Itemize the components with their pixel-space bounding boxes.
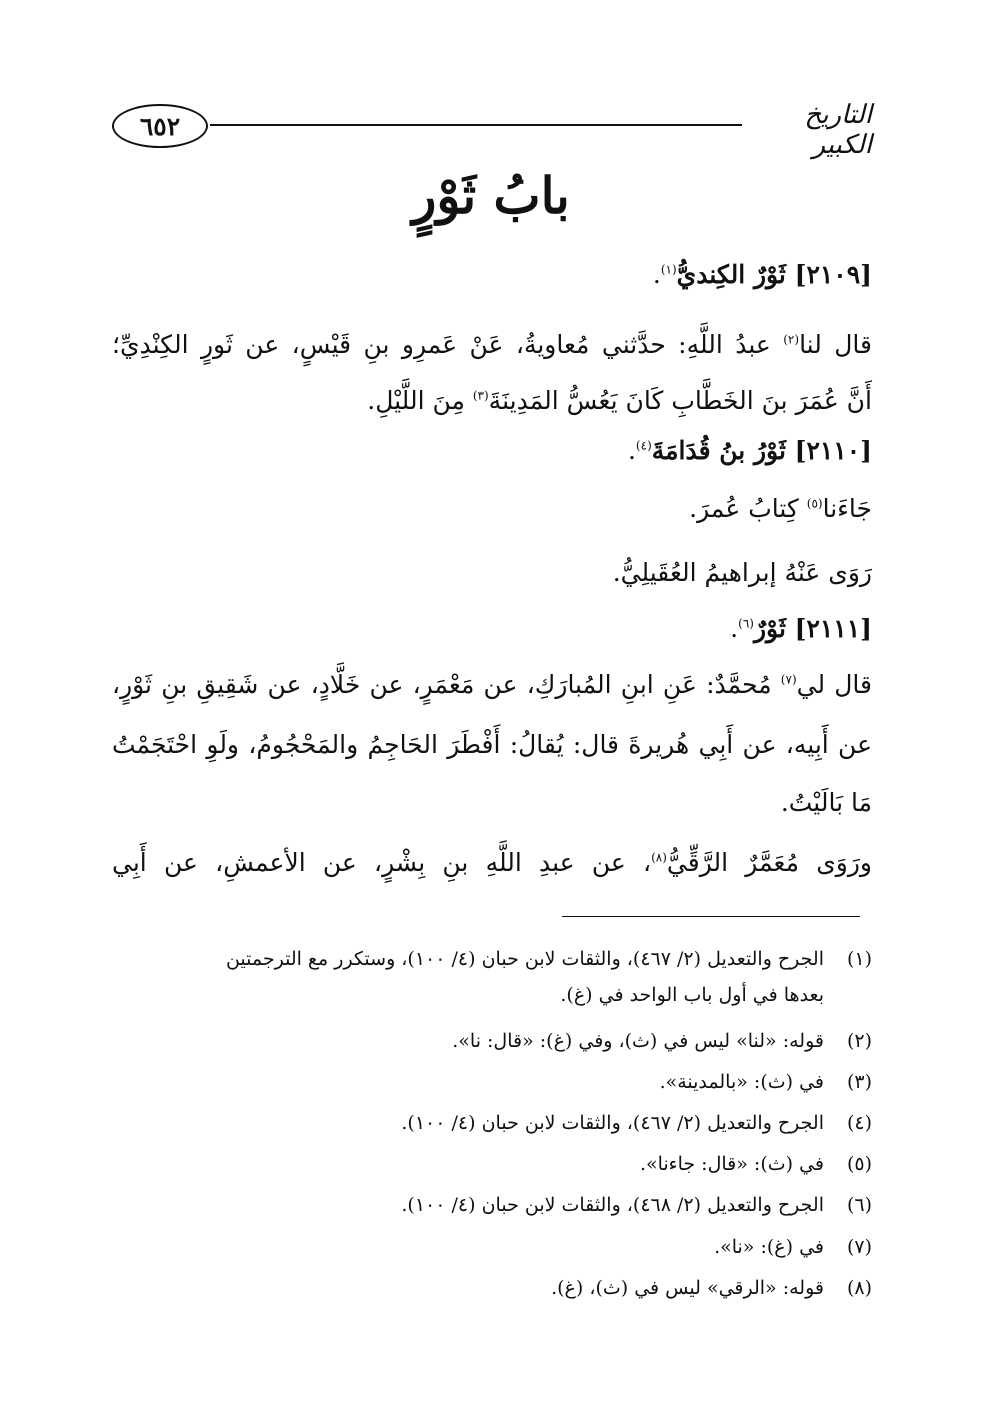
footnote-text: في (غ): «نا».: [714, 1236, 824, 1258]
entry-2111: [730, 614, 872, 643]
footnote-ref: (٢): [783, 332, 800, 347]
text-span: ورَوَى مُعَمَّرٌ الرَّقِّيُّ: [666, 848, 872, 877]
text-span: أَنَّ عُمَرَ بنَ الخَطَّابِ كَانَ يَعُسُّ المَدِينَةَ: [488, 386, 872, 415]
entry-2110: [628, 436, 872, 465]
page-number: ٦٥٢: [112, 104, 208, 148]
footnote-ref: (٣): [472, 388, 489, 403]
text-span: مِنَ اللَّيْلِ.: [367, 386, 473, 415]
header-rule: [210, 124, 742, 126]
text-line: [112, 848, 872, 877]
text-span: ، عن عبدِ اللَّهِ بنِ بِشْرٍ، عن الأعمشِ، عن أَبِي: [112, 848, 652, 877]
entry-heading-tail: .: [652, 260, 661, 289]
text-span: رَوَى عَنْهُ إبراهيمُ العُقَيلِيُّ.: [612, 558, 872, 587]
running-header: [112, 100, 872, 160]
footnote: [551, 1277, 872, 1299]
running-title: التاريخ الكبير: [804, 100, 872, 160]
text-line: [613, 558, 872, 587]
footnote-text: قوله: «الرقي» ليس في (ث)، (غ).: [551, 1277, 824, 1299]
footnote-continuation: [560, 984, 872, 1006]
entry-heading-tail: .: [627, 436, 636, 465]
footnote-number: (٦): [846, 1194, 872, 1216]
text-span: عن أَبِيه، عن أَبِي هُريرةَ قال: يُقالُ: أَفْطَرَ الحَاجِمُ والمَحْجُومُ، ولَوِ احْتَجَمْتُ: [112, 730, 872, 759]
footnote-number: (٧): [846, 1236, 872, 1258]
text-span: جَاءَنا: [822, 494, 872, 523]
text-span: قال لي: [796, 670, 873, 699]
text-span: عبدُ اللَّهِ: حدَّثني مُعاويةُ، عَنْ عَمرِو بنِ قَيْسٍ، عن ثَورٍ الكِنْدِيِّ؛: [112, 330, 784, 359]
text-span: مَا بَالَيْتُ.: [780, 788, 872, 817]
footnote-text: في (ث): «بالمدينة».: [659, 1071, 824, 1093]
entry-2109: [653, 260, 872, 289]
text-line: [689, 494, 872, 523]
footnote-ref: (٥): [806, 496, 823, 511]
footnote-number: (٣): [846, 1071, 872, 1093]
footnote: [640, 1153, 872, 1175]
footnote-number: (٢): [846, 1030, 872, 1052]
footnote: [660, 1071, 872, 1093]
footnote-number: (٥): [846, 1153, 872, 1175]
entry-heading: [٢١١٠] ثَوْرُ بنُ قُدَامَةَ: [651, 436, 872, 465]
text-span: مُحمَّدٌ: عَنِ ابنِ المُبارَكِ، عن مَعْمَرٍ، عن خَلَّادٍ، عن شَقِيقِ بنِ ثَوْرٍ،: [112, 670, 781, 699]
footnote-ref: (٨): [651, 850, 667, 865]
footnote: [452, 1030, 872, 1052]
footnote-ref: (٧): [780, 672, 797, 687]
footnote-number: (١): [846, 948, 872, 970]
footnote-separator: [562, 916, 860, 917]
entry-heading: [٢١٠٩] ثَوْرٌ الكِنديُّ: [676, 260, 872, 289]
footnote-ref: (٦): [738, 616, 754, 631]
text-line: [112, 670, 872, 699]
footnote-text: بعدها في أول باب الواحد في (غ).: [560, 984, 824, 1006]
footnote: [714, 1236, 872, 1258]
footnote-text: الجرح والتعديل (٢/ ٤٦٨)، والثقات لابن حبان (٤/ ١٠٠).: [401, 1194, 824, 1216]
text-line: [367, 386, 872, 415]
text-line: [112, 730, 872, 759]
footnote: [401, 1194, 872, 1216]
text-line: [781, 788, 872, 817]
footnote-ref: (١): [660, 262, 677, 277]
text-span: كِتابُ عُمرَ.: [689, 494, 807, 523]
entry-heading-tail: .: [730, 614, 739, 643]
entry-heading: [٢١١١] ثَوْرٌ: [753, 614, 872, 643]
footnote-text: قوله: «لنا» ليس في (ث)، وفي (غ): «قال: نا».: [452, 1030, 824, 1052]
chapter-title: بابُ ثَوْرٍ: [412, 166, 570, 225]
footnote: [226, 948, 872, 970]
footnote-text: الجرح والتعديل (٢/ ٤٦٧)، والثقات لابن حبان (٤/ ١٠٠).: [401, 1112, 824, 1134]
footnote: [401, 1112, 872, 1134]
text-line: [112, 330, 872, 359]
footnote-text: الجرح والتعديل (٢/ ٤٦٧)، والثقات لابن حبان (٤/ ١٠٠)، وستكرر مع الترجمتين: [225, 948, 824, 970]
text-span: قال لنا: [799, 330, 872, 359]
footnote-text: في (ث): «قال: جاءنا».: [639, 1153, 824, 1175]
footnote-number: (٨): [846, 1277, 872, 1299]
footnote-number: (٤): [846, 1112, 872, 1134]
footnote-ref: (٤): [635, 438, 652, 453]
